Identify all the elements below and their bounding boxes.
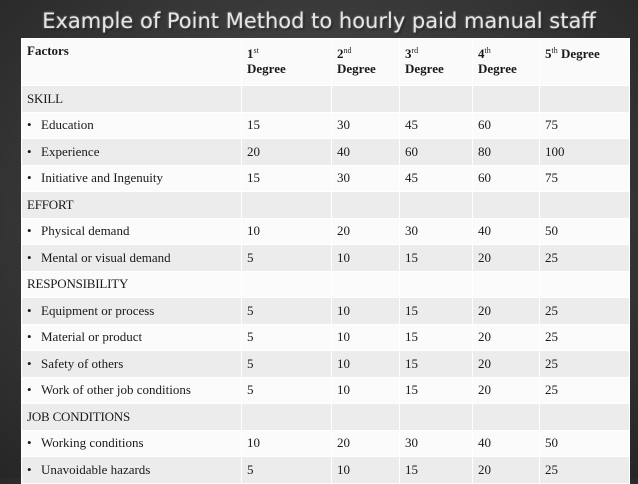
factor-cell	[22, 165, 242, 192]
header-degree-5	[540, 39, 630, 86]
table-row	[22, 430, 630, 457]
factor-cell	[22, 377, 242, 404]
points-cell: 40	[473, 430, 540, 457]
points-cell: 20	[332, 430, 400, 457]
degree-word: Degree	[560, 46, 600, 61]
points-cell: 5	[242, 298, 332, 325]
table-row	[22, 324, 630, 351]
empty-cell	[242, 404, 332, 431]
bullet-icon: •	[27, 249, 32, 265]
empty-cell	[332, 192, 400, 219]
points-cell: 20	[473, 351, 540, 378]
points-cell: 10	[332, 377, 400, 404]
point-method-table	[21, 38, 630, 484]
points-cell: 20	[332, 218, 400, 245]
points-cell: 10	[332, 351, 400, 378]
points-cell: 75	[540, 112, 630, 139]
empty-cell	[332, 271, 400, 298]
table-row	[22, 298, 630, 325]
empty-cell	[473, 86, 540, 113]
degree-word: Degree	[405, 61, 444, 76]
table-row	[22, 112, 630, 139]
points-cell: 15	[242, 112, 332, 139]
degree-number: 4	[478, 46, 485, 61]
empty-cell	[473, 404, 540, 431]
degree-number: 3	[405, 46, 412, 61]
empty-cell	[332, 404, 400, 431]
slide-title: Example of Point Method to hourly paid manual staff	[42, 9, 596, 33]
points-cell: 15	[400, 324, 473, 351]
table-row	[22, 139, 630, 166]
factor-cell	[22, 457, 242, 484]
points-cell: 25	[540, 245, 630, 272]
points-cell: 25	[540, 351, 630, 378]
factor-cell	[22, 324, 242, 351]
factor-label: Material or product	[41, 329, 143, 345]
empty-cell	[473, 192, 540, 219]
empty-cell	[540, 192, 630, 219]
points-cell: 45	[400, 112, 473, 139]
bullet-icon: •	[27, 143, 32, 159]
table-body	[22, 86, 630, 484]
points-cell: 30	[332, 165, 400, 192]
degree-suffix: nd	[343, 46, 352, 55]
bullet-icon: •	[27, 382, 32, 398]
bullet-icon: •	[27, 117, 32, 133]
points-cell: 20	[473, 324, 540, 351]
factor-label: Working conditions	[41, 435, 144, 451]
empty-cell	[400, 271, 473, 298]
factor-cell	[22, 139, 242, 166]
empty-cell	[540, 271, 630, 298]
header-factors: Factors	[22, 39, 242, 86]
points-cell: 50	[540, 430, 630, 457]
empty-cell	[473, 271, 540, 298]
points-cell: 80	[473, 139, 540, 166]
points-cell: 10	[242, 430, 332, 457]
degree-suffix: th	[551, 46, 558, 55]
header-degree-3	[400, 39, 473, 86]
factor-cell	[22, 218, 242, 245]
points-cell: 5	[242, 245, 332, 272]
points-cell: 10	[332, 245, 400, 272]
factor-cell	[22, 351, 242, 378]
points-cell: 10	[332, 457, 400, 484]
empty-cell	[242, 271, 332, 298]
points-cell: 10	[332, 324, 400, 351]
points-cell: 20	[473, 298, 540, 325]
points-cell: 25	[540, 377, 630, 404]
bullet-icon: •	[27, 170, 32, 186]
degree-suffix: st	[253, 46, 259, 55]
factor-label: Mental or visual demand	[41, 249, 171, 265]
points-cell: 30	[332, 112, 400, 139]
points-cell: 30	[400, 218, 473, 245]
section-row	[22, 86, 630, 113]
points-cell: 100	[540, 139, 630, 166]
section-label: EFFORT	[22, 192, 242, 219]
bullet-icon: •	[27, 223, 32, 239]
points-cell: 5	[242, 324, 332, 351]
header-row	[22, 39, 630, 86]
points-cell: 50	[540, 218, 630, 245]
points-cell: 30	[400, 430, 473, 457]
degree-suffix: rd	[411, 46, 419, 55]
points-cell: 15	[400, 351, 473, 378]
factor-cell	[22, 298, 242, 325]
bullet-icon: •	[27, 435, 32, 451]
degree-number: 1	[247, 46, 254, 61]
degree-word: Degree	[337, 61, 376, 76]
table-row	[22, 218, 630, 245]
section-row	[22, 192, 630, 219]
table-row	[22, 351, 630, 378]
bullet-icon: •	[27, 329, 32, 345]
section-label: SKILL	[22, 86, 242, 113]
degree-number: 5	[545, 46, 552, 61]
points-cell: 20	[473, 245, 540, 272]
empty-cell	[400, 86, 473, 113]
factor-label: Education	[41, 117, 94, 133]
table-row	[22, 377, 630, 404]
points-cell: 10	[242, 218, 332, 245]
factor-cell	[22, 430, 242, 457]
section-row	[22, 404, 630, 431]
points-cell: 15	[400, 377, 473, 404]
bullet-icon: •	[27, 355, 32, 371]
table-row	[22, 245, 630, 272]
points-cell: 75	[540, 165, 630, 192]
header-degree-4	[473, 39, 540, 86]
factor-label: Physical demand	[41, 223, 130, 239]
empty-cell	[540, 404, 630, 431]
section-label: RESPONSIBILITY	[22, 271, 242, 298]
points-cell: 15	[242, 165, 332, 192]
factor-cell	[22, 112, 242, 139]
points-cell: 40	[332, 139, 400, 166]
factor-label: Safety of others	[41, 355, 124, 371]
points-cell: 5	[242, 351, 332, 378]
bullet-icon: •	[27, 302, 32, 318]
points-cell: 20	[473, 377, 540, 404]
points-cell: 15	[400, 457, 473, 484]
factor-label: Work of other job conditions	[41, 382, 191, 398]
points-cell: 5	[242, 377, 332, 404]
points-cell: 45	[400, 165, 473, 192]
factor-label: Unavoidable hazards	[41, 461, 151, 477]
degree-number: 2	[337, 46, 344, 61]
header-degree-1	[242, 39, 332, 86]
points-cell: 25	[540, 324, 630, 351]
points-cell: 40	[473, 218, 540, 245]
table-row	[22, 165, 630, 192]
section-label: JOB CONDITIONS	[22, 404, 242, 431]
empty-cell	[400, 192, 473, 219]
degree-suffix: th	[484, 46, 491, 55]
points-cell: 60	[400, 139, 473, 166]
header-degree-2	[332, 39, 400, 86]
factor-label: Initiative and Ingenuity	[41, 170, 164, 186]
points-cell: 25	[540, 457, 630, 484]
empty-cell	[400, 404, 473, 431]
empty-cell	[242, 86, 332, 113]
points-cell: 20	[242, 139, 332, 166]
section-row	[22, 271, 630, 298]
points-cell: 5	[242, 457, 332, 484]
empty-cell	[242, 192, 332, 219]
degree-word: Degree	[247, 61, 286, 76]
bullet-icon: •	[27, 461, 32, 477]
points-cell: 15	[400, 298, 473, 325]
empty-cell	[332, 86, 400, 113]
points-cell: 60	[473, 112, 540, 139]
points-cell: 15	[400, 245, 473, 272]
factor-label: Experience	[41, 143, 100, 159]
table-row	[22, 457, 630, 484]
points-cell: 25	[540, 298, 630, 325]
points-cell: 10	[332, 298, 400, 325]
degree-word: Degree	[478, 61, 517, 76]
points-cell: 60	[473, 165, 540, 192]
points-cell: 20	[473, 457, 540, 484]
factor-label: Equipment or process	[41, 302, 155, 318]
factor-cell	[22, 245, 242, 272]
empty-cell	[540, 86, 630, 113]
